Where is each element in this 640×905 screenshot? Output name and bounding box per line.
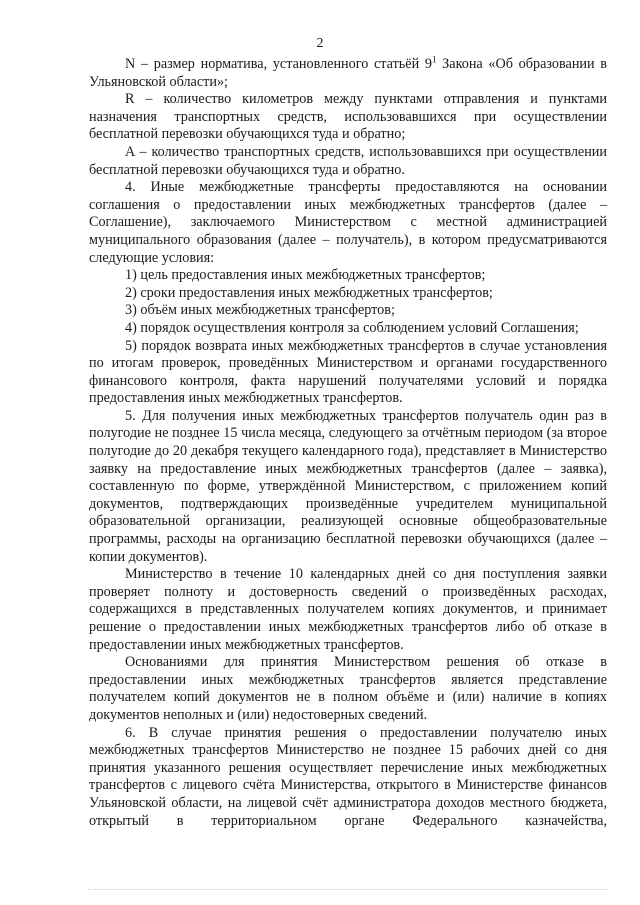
paragraph-text: N – размер норматива, установленного статьёй 9 <box>125 56 432 72</box>
paragraph-a-definition: A – количество транспортных средств, использовавшихся при осуществлении бесплатной перевозки обучающихся туда и обратно. <box>89 143 607 178</box>
paragraph-clause-6: 6. В случае принятия решения о предоставлении получателю иных межбюджетных трансфертов Министерство не позднее 15 рабочих дней со дня принятия указанного решения осуществляет перечисление иных межбюджетных трансфертов с лицевого счёта Министерства, открытого в Министерстве финансов Ульяновской области, на лицевой счёт администратора доходов местного бюджета, открытый в территориальном органе Федерального казначейства, <box>89 724 607 829</box>
list-item-1: 1) цель предоставления иных межбюджетных трансфертов; <box>125 267 486 284</box>
paragraph-refusal-grounds: Основаниями для принятия Министерством решения об отказе в предоставлении иных межбюджетных трансфертов является представление получателем копий документов не в полном объёме и (или) наличие в копиях документов неполных и (или) недостоверных сведений. <box>89 654 607 723</box>
list-item-2: 2) сроки предоставления иных межбюджетных трансфертов; <box>125 284 493 301</box>
paragraph-text-tail: Закона «Об образовании в Ульяновской области»; <box>89 56 607 90</box>
paragraph-ministry-review: Министерство в течение 10 календарных дней со дня поступления заявки проверяет полноту и достоверность сведений о произведённых расходах, содержащихся в представленных получателем копиях документов, и принимает решение о предоставлении иных межбюджетных трансфертов либо об отказе в предоставлении иных межбюджетных трансфертов. <box>89 566 607 653</box>
list-item-5: 5) порядок возврата иных межбюджетных трансфертов в случае установления по итогам проверок, проведённых Министерством и органами государственного финансового контроля, факта нарушений получателями условий и порядка предоставления иных межбюджетных трансфертов. <box>89 337 607 407</box>
page-number: 2 <box>316 36 324 51</box>
paragraph-clause-5: 5. Для получения иных межбюджетных трансфертов получатель один раз в полугодие не позднее 15 числа месяца, следующего за отчётным периодом (за второе полугодие до 20 декабря текущего календарного года), представляет в Министерство заявку на предоставление иных межбюджетных трансфертов (далее – заявка), составленную по форме, утверждённой Министерством, с приложением копий документов, подтверждающих произведённые учредителем муниципальной образовательной организации, реализующей основные общеобразовательные программы, расходы на организацию бесплатной перевозки обучающихся (далее – копии документов). <box>89 407 607 565</box>
paragraph-clause-4: 4. Иные межбюджетные трансферты предоставляются на основании соглашения о предоставлении иных межбюджетных трансфертов (далее – Соглашение), заключаемого Министерством с местной администрацией муниципального образования (далее – получатель), в котором предусматриваются следующие условия: <box>89 179 607 266</box>
scan-artifact-line <box>88 889 608 893</box>
superscript: 1 <box>431 54 437 65</box>
paragraph-r-definition: R – количество километров между пунктами отправления и пунктами назначения транспортных средств, использовавшихся при осуществлении бесплатной перевозки обучающихся туда и обратно; <box>89 91 607 143</box>
document-body <box>89 56 607 830</box>
list-item-4: 4) порядок осуществления контроля за соблюдением условий Соглашения; <box>125 319 579 336</box>
list-item-3: 3) объём иных межбюджетных трансфертов; <box>125 302 395 319</box>
paragraph-norm-definition <box>89 56 607 91</box>
